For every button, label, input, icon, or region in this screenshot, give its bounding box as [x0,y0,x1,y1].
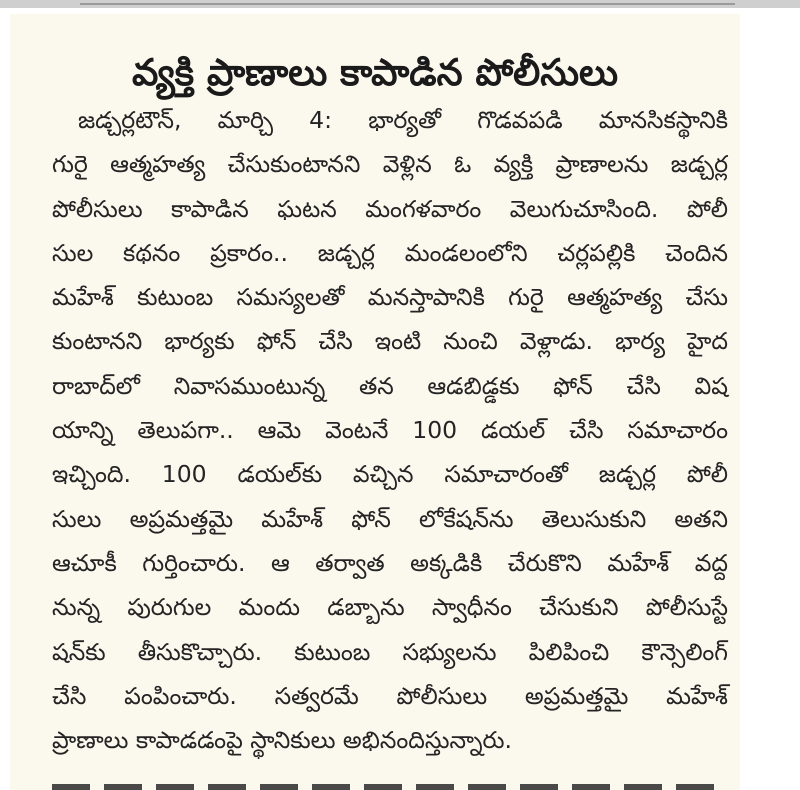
page-margin [740,14,800,790]
article-line: చేసి పంపించారు. సత్వరమే పోలీసులు అప్రమత్తమై మహేశ్ [52,681,728,710]
page-top-border-line [80,3,735,5]
article-line: యాన్ని తెలుపగా.. ఆమె వెంటనే 100 డయల్ చేసి సమాచారం [52,416,728,445]
article-line: జడ్చర్లటౌన్, మార్చి 4: భార్యతో గొడవపడి మానసికస్థానికి [78,106,728,134]
article-line: పోలీసులు కాపాడిన ఘటన మంగళవారం వెలుగుచూసింది. పోలీ [52,194,728,223]
next-article-headline-cropped [52,772,728,790]
article-line: రాబాద్‌లో నివాసముంటున్న తన ఆడబిడ్డకు ఫోన్ చేసి విష [52,371,728,400]
article-line: సుల కథనం ప్రకారం.. జడ్చర్ల మండలంలోని చర్లపల్లికి చెందిన [52,238,728,267]
article-line: ప్రాణాలు కాపాడడంపై స్థానికులు అభినందిస్తున్నారు. [52,726,513,755]
page-top-border [0,0,800,8]
article-line: గురై ఆత్మహత్య చేసుకుంటానని వెళ్లిన ఓ వ్యక్తి ప్రాణాలను జడ్చర్ల [52,150,728,179]
article-line: ఆచూకీ గుర్తించారు. ఆ తర్వాత అక్కడికి చేరుకొని మహేశ్ వద్ద [52,548,728,577]
article-line: షన్‌కు తీసుకొచ్చారు. కుటుంబ సభ్యులను పిలిపించి కౌన్సెలింగ్ [52,637,728,666]
article-line: మహేశ్ కుటుంబ సమస్యలతో మనస్తాపానికి గురై ఆత్మహత్య చేసు [52,283,728,312]
article-line: సులు అప్రమత్తమై మహేశ్ ఫోన్ లోకేషన్‌ను తెలుసుకుని అతని [52,504,728,533]
cropped-text-shape [52,784,728,790]
article-headline: వ్యక్తి ప్రాణాలు కాపాడిన పోలీసులు [131,50,619,94]
article-line: కుంటానని భార్యకు ఫోన్ చేసి ఇంటి నుంచి వెళ్లాడు. భార్య హైద [52,327,728,356]
article-line: ఇచ్చింది. 100 డయల్‌కు వచ్చిన సమాచారంతో జడ్చర్ల పోలీ [52,460,728,489]
article-body [52,98,728,762]
article-line: నున్న పురుగుల మందు డబ్బాను స్వాధీనం చేసుకుని పోలీసుస్టే [52,593,728,622]
